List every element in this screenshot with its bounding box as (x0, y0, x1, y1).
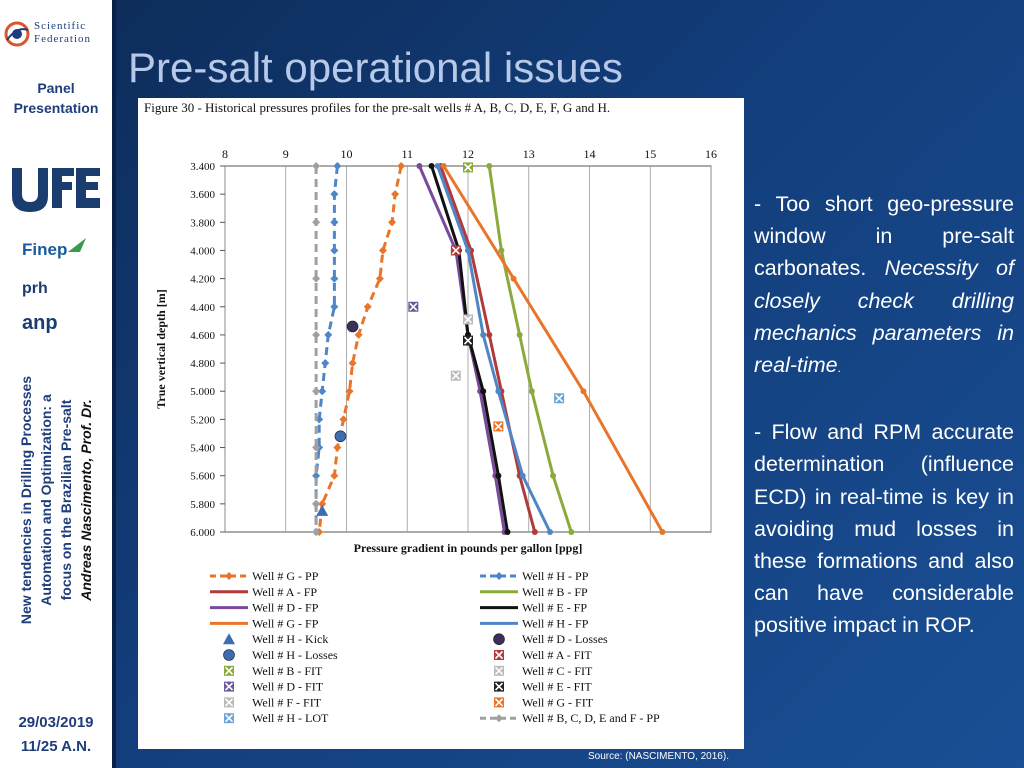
series-point-7 (547, 529, 553, 535)
series-point-7 (520, 473, 526, 479)
series-point-5 (495, 473, 501, 479)
event-marker-7 (463, 336, 473, 346)
series-point-3 (529, 388, 535, 394)
prh-logo: prh (22, 280, 48, 297)
legend-label-8: Well # H - Kick (252, 632, 329, 647)
legend-label-9: Well # D - Losses (522, 632, 608, 647)
figure-caption: Figure 30 - Historical pressures profiles for the pre-salt wells # A, B, C, D, E, F, G and H. (144, 100, 611, 115)
series-point-0 (364, 303, 372, 311)
legend-label-10: Well # H - Losses (252, 648, 338, 662)
subtitle-line2: Automation and Optimization: a (38, 394, 54, 606)
series-point-0 (379, 246, 387, 254)
series-point-1 (330, 246, 338, 254)
legend-marker-10 (224, 650, 235, 661)
series-point-0 (349, 359, 357, 367)
series-point-7 (495, 388, 501, 394)
event-marker-5 (463, 314, 473, 324)
bullet-list (754, 188, 1014, 642)
series-point-3 (550, 473, 556, 479)
legend-label-15: Well # E - FIT (522, 679, 592, 694)
y-tick-label: 5.600 (190, 470, 215, 483)
y-tick-label: 4.000 (190, 245, 215, 258)
presentation-subtitle (16, 350, 96, 650)
series-point-8 (312, 331, 320, 339)
legend-label-3: Well # B - FP (522, 584, 588, 599)
org-name-line2: Federation (34, 33, 92, 45)
y-tick-label: 4.200 (190, 273, 215, 286)
legend-label-19: Well # B, C, D, E and F - PP (522, 711, 660, 726)
series-point-1 (330, 218, 338, 226)
author-name: Andreas Nascimento, Prof. Dr. (78, 399, 94, 601)
y-tick-label: 4.800 (190, 358, 215, 371)
legend-label-12: Well # B - FIT (252, 663, 323, 678)
series-point-7 (480, 332, 486, 338)
series-point-8 (312, 218, 320, 226)
event-marker-8 (451, 371, 461, 381)
series-point-2 (532, 529, 538, 535)
series-point-1 (330, 275, 338, 283)
series-point-5 (504, 529, 510, 535)
legend-label-0: Well # G - PP (252, 569, 319, 583)
legend-marker-0 (225, 572, 233, 580)
legend-label-4: Well # D - FP (252, 600, 319, 615)
source-note: Source: (NASCIMENTO, 2016). (588, 751, 729, 762)
event-marker-1 (347, 321, 358, 332)
event-marker-6 (408, 302, 418, 312)
slide-number: 11/25 A.N. (20, 738, 92, 755)
y-tick-label: 5.400 (190, 442, 215, 455)
bullet-1-text: - Too short geo-pressure window in pre-salt carbonates. (754, 192, 1014, 281)
series-point-1 (330, 190, 338, 198)
series-point-1 (324, 331, 332, 339)
x-tick-label: 9 (282, 147, 289, 161)
series-point-6 (511, 276, 517, 282)
series-line-0 (319, 166, 401, 532)
y-axis-label: True vertical depth [m] (154, 289, 168, 409)
series-point-3 (498, 247, 504, 253)
legend-label-13: Well # C - FIT (522, 663, 593, 678)
y-tick-label: 5.200 (190, 414, 215, 427)
x-tick-label: 8 (222, 147, 228, 161)
series-point-5 (429, 163, 435, 169)
event-marker-0 (316, 505, 328, 516)
subtitle-line1: New tendencies in Drilling Processes (18, 375, 34, 625)
event-marker-3 (451, 245, 461, 255)
x-tick-label: 14 (583, 147, 596, 161)
x-tick-label: 16 (705, 147, 717, 161)
series-point-7 (435, 163, 441, 169)
date-label: 29/03/2019 (18, 714, 94, 731)
x-tick-label: 11 (401, 147, 414, 161)
series-point-1 (330, 303, 338, 311)
series-point-3 (568, 529, 574, 535)
y-tick-label: 6.000 (190, 527, 215, 539)
legend-label-14: Well # D - FIT (252, 679, 324, 694)
event-marker-9 (493, 421, 503, 431)
legend-label-6: Well # G - FP (252, 616, 319, 631)
y-tick-label: 4.600 (190, 329, 215, 342)
legend-label-17: Well # G - FIT (522, 695, 594, 710)
org-name-line1: Scientific (34, 20, 87, 32)
series-point-0 (388, 218, 396, 226)
event-marker-2 (335, 431, 346, 442)
y-tick-label: 4.400 (190, 301, 215, 314)
pressure-chart (138, 98, 744, 749)
legend-marker-17 (494, 697, 504, 707)
bullet-1 (754, 188, 1014, 384)
series-point-6 (441, 163, 447, 169)
legend-marker-11 (494, 650, 504, 660)
legend-label-1: Well # H - PP (522, 569, 589, 583)
page-title: Pre-salt operational issues (128, 44, 623, 91)
series-point-8 (312, 275, 320, 283)
y-tick-label: 3.800 (190, 217, 215, 230)
legend-marker-19 (495, 714, 503, 722)
legend-marker-1 (495, 572, 503, 580)
finep-logo: Finep (22, 240, 68, 259)
series-point-0 (355, 331, 363, 339)
series-point-0 (397, 162, 405, 170)
anp-logo: anp (22, 312, 58, 334)
series-point-2 (486, 332, 492, 338)
legend-label-5: Well # E - FP (522, 600, 588, 615)
x-tick-label: 10 (340, 147, 353, 161)
legend-marker-9 (494, 634, 505, 645)
series-point-0 (333, 444, 341, 452)
bullet-1-italic: Necessity of closely check drilling mechanics parameters in real-time (754, 256, 1014, 378)
presentation-label: Presentation (13, 100, 99, 116)
legend-marker-15 (494, 682, 504, 692)
legend-marker-12 (224, 666, 234, 676)
org-name (34, 20, 91, 46)
legend-label-11: Well # A - FIT (522, 648, 592, 662)
x-tick-label: 12 (462, 147, 474, 161)
legend-marker-18 (224, 713, 234, 723)
legend-marker-16 (224, 697, 234, 707)
event-marker-4 (463, 162, 473, 172)
panel-label: Panel (37, 80, 75, 96)
legend-label-7: Well # H - FP (522, 616, 589, 631)
series-point-0 (391, 190, 399, 198)
series-point-3 (517, 332, 523, 338)
legend-label-18: Well # H - LOT (252, 711, 329, 726)
legend-marker-14 (224, 682, 234, 692)
event-marker-10 (554, 393, 564, 403)
series-point-6 (580, 388, 586, 394)
series-point-3 (486, 163, 492, 169)
ufes-logo (8, 160, 104, 218)
series-point-8 (312, 500, 320, 508)
legend-marker-13 (494, 666, 504, 676)
x-tick-label: 13 (522, 147, 535, 161)
series-point-6 (659, 529, 665, 535)
y-tick-label: 5.000 (190, 386, 215, 399)
legend-label-2: Well # A - FP (252, 584, 318, 599)
y-tick-label: 3.600 (190, 189, 215, 202)
finep-arrow-icon (66, 236, 88, 254)
series-point-0 (330, 472, 338, 480)
bullet-1-end: . (837, 361, 841, 376)
series-point-8 (312, 387, 320, 395)
sidebar (0, 0, 116, 768)
y-tick-label: 3.400 (190, 161, 215, 173)
subtitle-line3: focus on the Brazilian Pre-salt (58, 399, 74, 601)
legend-marker-8 (223, 633, 235, 644)
x-tick-label: 15 (644, 147, 657, 161)
series-point-5 (480, 388, 486, 394)
series-point-8 (312, 162, 320, 170)
series-point-1 (333, 162, 341, 170)
legend-label-16: Well # F - FIT (252, 695, 322, 710)
y-tick-label: 5.800 (190, 498, 215, 511)
series-point-4 (416, 163, 422, 169)
bullet-2: - Flow and RPM accurate determination (influence ECD) in real-time is key in avoiding mud losses in these formations and also can have considerable positive impact in ROP. (754, 420, 1014, 638)
series-point-7 (465, 247, 471, 253)
x-axis-label: Pressure gradient in pounds per gallon [ppg] (353, 541, 583, 555)
series-point-1 (321, 359, 329, 367)
